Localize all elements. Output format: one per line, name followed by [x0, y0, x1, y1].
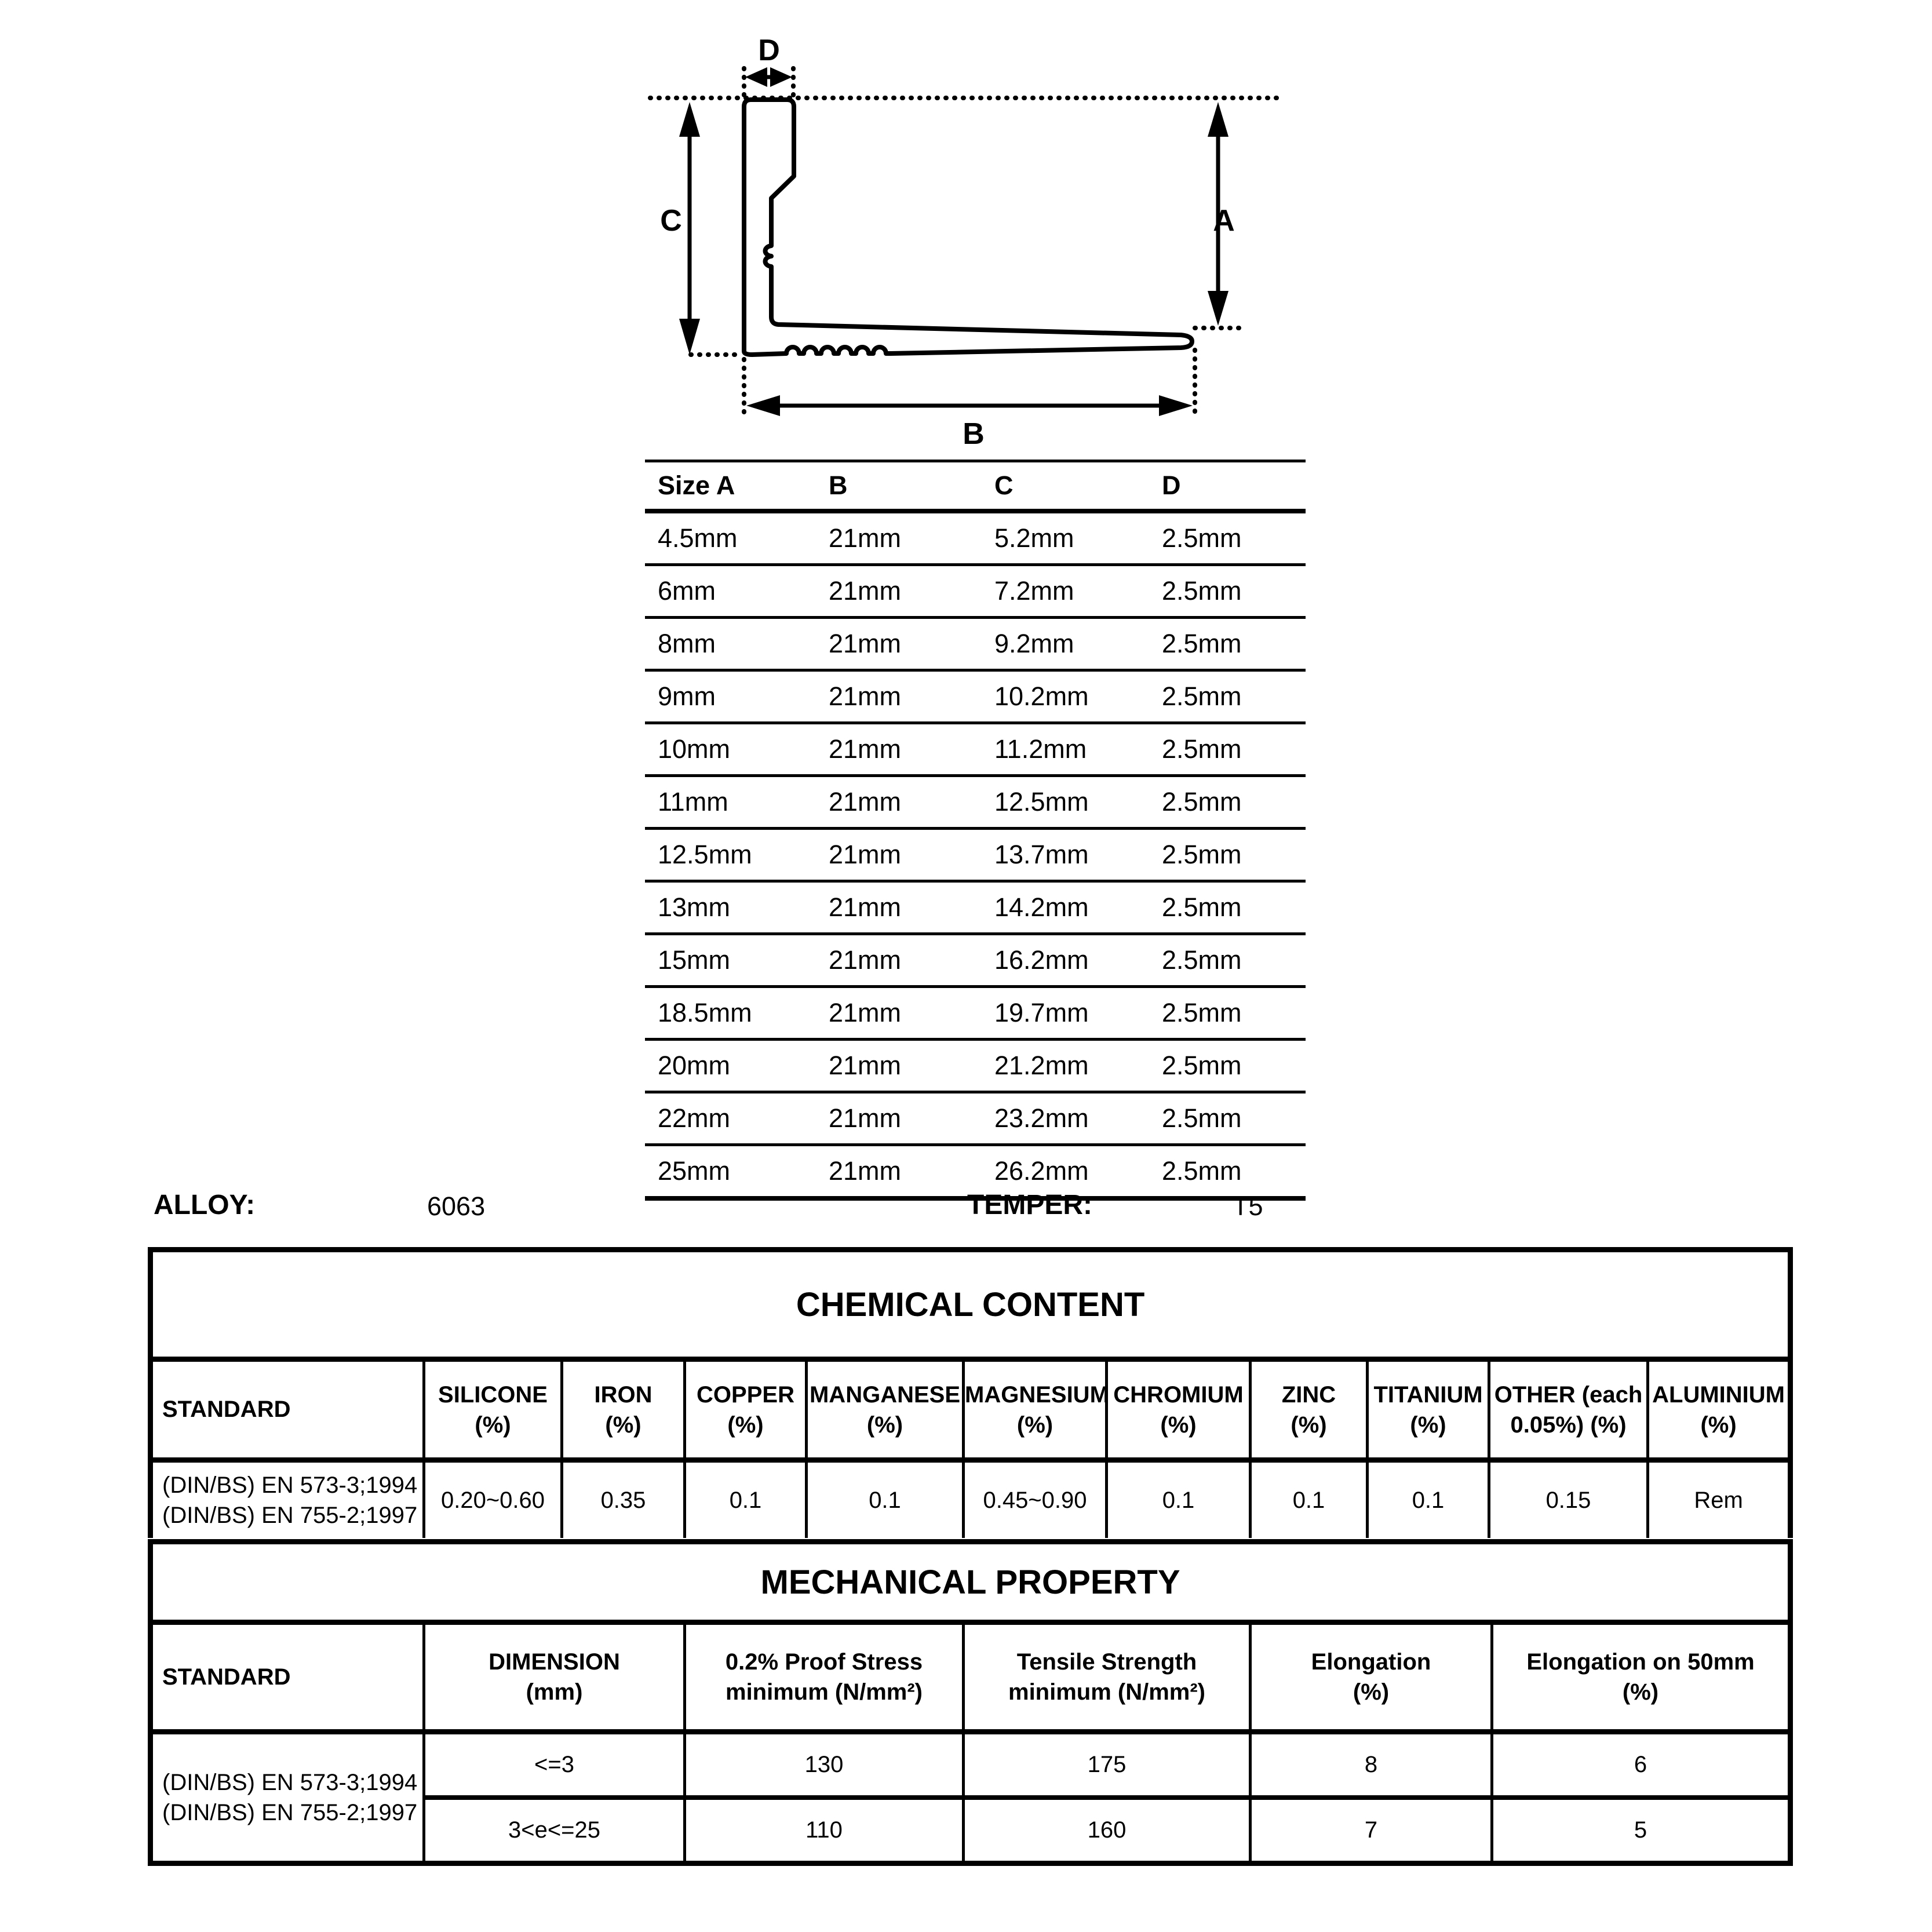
chemical-col-copper	[685, 1359, 807, 1460]
chemical-content-table	[148, 1247, 1793, 1538]
mechanical-col-elongation	[1251, 1623, 1492, 1732]
size-col-header-a: Size A	[645, 461, 829, 512]
col-unit: (%)	[1353, 1679, 1390, 1705]
col-name: ALUMINIUM	[1652, 1381, 1785, 1408]
col-name: Tensile Strength	[1016, 1649, 1197, 1675]
cell-d: 2.5mm	[1162, 511, 1306, 565]
chemical-value-iron: 0.35	[562, 1460, 685, 1539]
col-name: TITANIUM	[1373, 1381, 1483, 1408]
mech-proof-2: 110	[685, 1798, 964, 1864]
table-row	[645, 881, 1306, 934]
arrowhead-b-left	[746, 395, 780, 416]
cell-a: 12.5mm	[645, 829, 829, 881]
mechanical-header-row	[151, 1623, 1791, 1732]
chemical-col-magnesium	[964, 1359, 1107, 1460]
chemical-col-titanium	[1368, 1359, 1489, 1460]
cell-b: 21mm	[829, 1040, 994, 1092]
col-name: OTHER (each	[1494, 1381, 1643, 1408]
chemical-col-zinc	[1251, 1359, 1368, 1460]
col-unit: (%)	[1016, 1412, 1054, 1438]
cell-b: 21mm	[829, 723, 994, 776]
chemical-value-titanium: 0.1	[1368, 1460, 1489, 1539]
cell-d: 2.5mm	[1162, 565, 1306, 618]
chemical-header-row	[151, 1359, 1791, 1460]
cell-c: 14.2mm	[994, 881, 1162, 934]
col-unit: (%)	[1291, 1412, 1327, 1438]
mechanical-col-proof-stress	[685, 1623, 964, 1732]
col-name: MANGANESE	[809, 1381, 961, 1408]
cell-a: 10mm	[645, 723, 829, 776]
chemical-col-other	[1489, 1359, 1648, 1460]
cell-d: 2.5mm	[1162, 1040, 1306, 1092]
cell-a: 6mm	[645, 565, 829, 618]
mechanical-title: MECHANICAL PROPERTY	[151, 1542, 1791, 1623]
col-unit: minimum (N/mm²)	[726, 1679, 923, 1705]
table-row	[645, 1092, 1306, 1145]
standard-line-1: (DIN/BS) EN 573-3;1994	[162, 1770, 418, 1795]
mechanical-col-elongation-50mm	[1492, 1623, 1791, 1732]
chemical-title: CHEMICAL CONTENT	[151, 1250, 1791, 1359]
chemical-value-other: 0.15	[1489, 1460, 1648, 1539]
table-row	[645, 565, 1306, 618]
cell-d: 2.5mm	[1162, 670, 1306, 723]
chemical-value-magnesium: 0.45~0.90	[964, 1460, 1107, 1539]
arrowhead-c-top	[679, 102, 700, 137]
col-unit: (%)	[475, 1412, 511, 1438]
col-name: Elongation on 50mm	[1526, 1649, 1755, 1675]
arrowhead-b-right	[1159, 395, 1193, 416]
cell-d: 2.5mm	[1162, 723, 1306, 776]
cell-b: 21mm	[829, 1092, 994, 1145]
table-row	[645, 987, 1306, 1040]
chemical-value-silicone: 0.20~0.60	[424, 1460, 562, 1539]
col-unit: (%)	[1622, 1679, 1659, 1705]
col-name: SILICONE	[438, 1381, 548, 1408]
size-col-header-b: B	[829, 461, 994, 512]
mechanical-col-dimension	[424, 1623, 685, 1732]
cell-b: 21mm	[829, 776, 994, 829]
cell-b: 21mm	[829, 829, 994, 881]
cell-d: 2.5mm	[1162, 829, 1306, 881]
cell-c: 19.7mm	[994, 987, 1162, 1040]
mechanical-standard-value	[151, 1732, 424, 1864]
alloy-value: 6063	[427, 1191, 486, 1221]
cell-b: 21mm	[829, 881, 994, 934]
cell-c: 21.2mm	[994, 1040, 1162, 1092]
cell-c: 23.2mm	[994, 1092, 1162, 1145]
cell-c: 11.2mm	[994, 723, 1162, 776]
cell-b: 21mm	[829, 1145, 994, 1199]
cell-b: 21mm	[829, 565, 994, 618]
profile-diagram	[637, 12, 1310, 452]
mech-dimension-1: <=3	[424, 1732, 685, 1798]
cell-a: 15mm	[645, 934, 829, 987]
standard-line-2: (DIN/BS) EN 755-2;1997	[162, 1800, 418, 1825]
chemical-col-silicone	[424, 1359, 562, 1460]
chemical-value-copper: 0.1	[685, 1460, 807, 1539]
cell-a: 11mm	[645, 776, 829, 829]
cell-a: 13mm	[645, 881, 829, 934]
arrowhead-d-right	[770, 67, 792, 87]
chemical-col-manganese	[807, 1359, 964, 1460]
col-name: IRON	[594, 1381, 652, 1408]
table-row	[645, 618, 1306, 670]
dim-label-b: B	[963, 417, 985, 451]
cell-b: 21mm	[829, 618, 994, 670]
mechanical-data-row-1	[151, 1732, 1791, 1798]
arrowhead-d-left	[745, 67, 767, 87]
table-row	[645, 1040, 1306, 1092]
mechanical-col-tensile	[964, 1623, 1251, 1732]
profile-outline	[744, 100, 1192, 355]
cell-d: 2.5mm	[1162, 1092, 1306, 1145]
cell-c: 10.2mm	[994, 670, 1162, 723]
table-row	[645, 723, 1306, 776]
cell-b: 21mm	[829, 511, 994, 565]
cell-a: 9mm	[645, 670, 829, 723]
dim-label-c: C	[660, 204, 682, 238]
cell-a: 4.5mm	[645, 511, 829, 565]
chemical-value-chromium: 0.1	[1107, 1460, 1251, 1539]
col-unit: (%)	[605, 1412, 641, 1438]
mech-proof-1: 130	[685, 1732, 964, 1798]
cell-d: 2.5mm	[1162, 881, 1306, 934]
col-name: DIMENSION	[489, 1649, 620, 1675]
cell-b: 21mm	[829, 987, 994, 1040]
cell-a: 22mm	[645, 1092, 829, 1145]
cell-c: 7.2mm	[994, 565, 1162, 618]
cell-c: 12.5mm	[994, 776, 1162, 829]
col-unit: 0.05%) (%)	[1510, 1412, 1627, 1438]
col-unit: (%)	[1160, 1412, 1197, 1438]
size-col-header-d: D	[1162, 461, 1306, 512]
cell-c: 9.2mm	[994, 618, 1162, 670]
mech-dimension-2: 3<e<=25	[424, 1798, 685, 1864]
cell-c: 13.7mm	[994, 829, 1162, 881]
size-col-header-c: C	[994, 461, 1162, 512]
chemical-standard-value	[151, 1460, 424, 1539]
col-unit: (%)	[727, 1412, 764, 1438]
mech-elongation50-2: 5	[1492, 1798, 1791, 1864]
chemical-value-aluminium: Rem	[1648, 1460, 1791, 1539]
chemical-data-row	[151, 1460, 1791, 1539]
chemical-title-row	[151, 1250, 1791, 1359]
table-row	[645, 829, 1306, 881]
table-row	[645, 776, 1306, 829]
cell-d: 2.5mm	[1162, 776, 1306, 829]
arrowhead-a-bottom	[1208, 291, 1229, 326]
chemical-value-manganese: 0.1	[807, 1460, 964, 1539]
size-table-header-row	[645, 461, 1306, 512]
cell-c: 16.2mm	[994, 934, 1162, 987]
col-unit: (%)	[1700, 1412, 1737, 1438]
mech-elongation-1: 8	[1251, 1732, 1492, 1798]
col-name: 0.2% Proof Stress	[725, 1649, 923, 1675]
mech-elongation-2: 7	[1251, 1798, 1492, 1864]
mechanical-standard-header: STANDARD	[151, 1623, 424, 1732]
dim-label-d: D	[758, 34, 780, 67]
mech-elongation50-1: 6	[1492, 1732, 1791, 1798]
cell-a: 18.5mm	[645, 987, 829, 1040]
arrowhead-a-top	[1208, 102, 1229, 137]
col-name: ZINC	[1281, 1381, 1336, 1408]
mech-tensile-2: 160	[964, 1798, 1251, 1864]
mechanical-property-table	[148, 1539, 1793, 1866]
col-unit: (%)	[866, 1412, 903, 1438]
alloy-label: ALLOY:	[154, 1190, 256, 1220]
cell-d: 2.5mm	[1162, 618, 1306, 670]
col-name: Elongation	[1311, 1649, 1431, 1675]
temper-value: T5	[1233, 1191, 1263, 1221]
standard-line-1: (DIN/BS) EN 573-3;1994	[162, 1472, 418, 1498]
cell-b: 21mm	[829, 670, 994, 723]
table-row	[645, 670, 1306, 723]
cell-a: 20mm	[645, 1040, 829, 1092]
cell-c: 5.2mm	[994, 511, 1162, 565]
arrowhead-c-bottom	[679, 319, 700, 355]
col-unit: minimum (N/mm²)	[1008, 1679, 1205, 1705]
col-name: COPPER	[697, 1381, 794, 1408]
dim-label-a: A	[1213, 204, 1235, 238]
mechanical-title-row	[151, 1542, 1791, 1623]
col-unit: (%)	[1410, 1412, 1446, 1438]
table-row	[645, 934, 1306, 987]
table-row	[645, 511, 1306, 565]
chemical-col-aluminium	[1648, 1359, 1791, 1460]
standard-line-2: (DIN/BS) EN 755-2;1997	[162, 1503, 418, 1528]
chemical-value-zinc: 0.1	[1251, 1460, 1368, 1539]
cell-d: 2.5mm	[1162, 934, 1306, 987]
size-table	[645, 460, 1306, 1201]
col-name: MAGNESIUM	[965, 1381, 1109, 1408]
cell-d: 2.5mm	[1162, 1145, 1306, 1199]
chemical-standard-header: STANDARD	[151, 1359, 424, 1460]
cell-a: 8mm	[645, 618, 829, 670]
col-unit: (mm)	[526, 1679, 583, 1705]
cell-d: 2.5mm	[1162, 987, 1306, 1040]
cell-c: 26.2mm	[994, 1145, 1162, 1199]
chemical-col-iron	[562, 1359, 685, 1460]
cell-a: 25mm	[645, 1145, 829, 1199]
mech-tensile-1: 175	[964, 1732, 1251, 1798]
col-name: CHROMIUM	[1113, 1381, 1244, 1408]
cell-b: 21mm	[829, 934, 994, 987]
chemical-col-chromium	[1107, 1359, 1251, 1460]
temper-label: TEMPER:	[967, 1190, 1092, 1220]
